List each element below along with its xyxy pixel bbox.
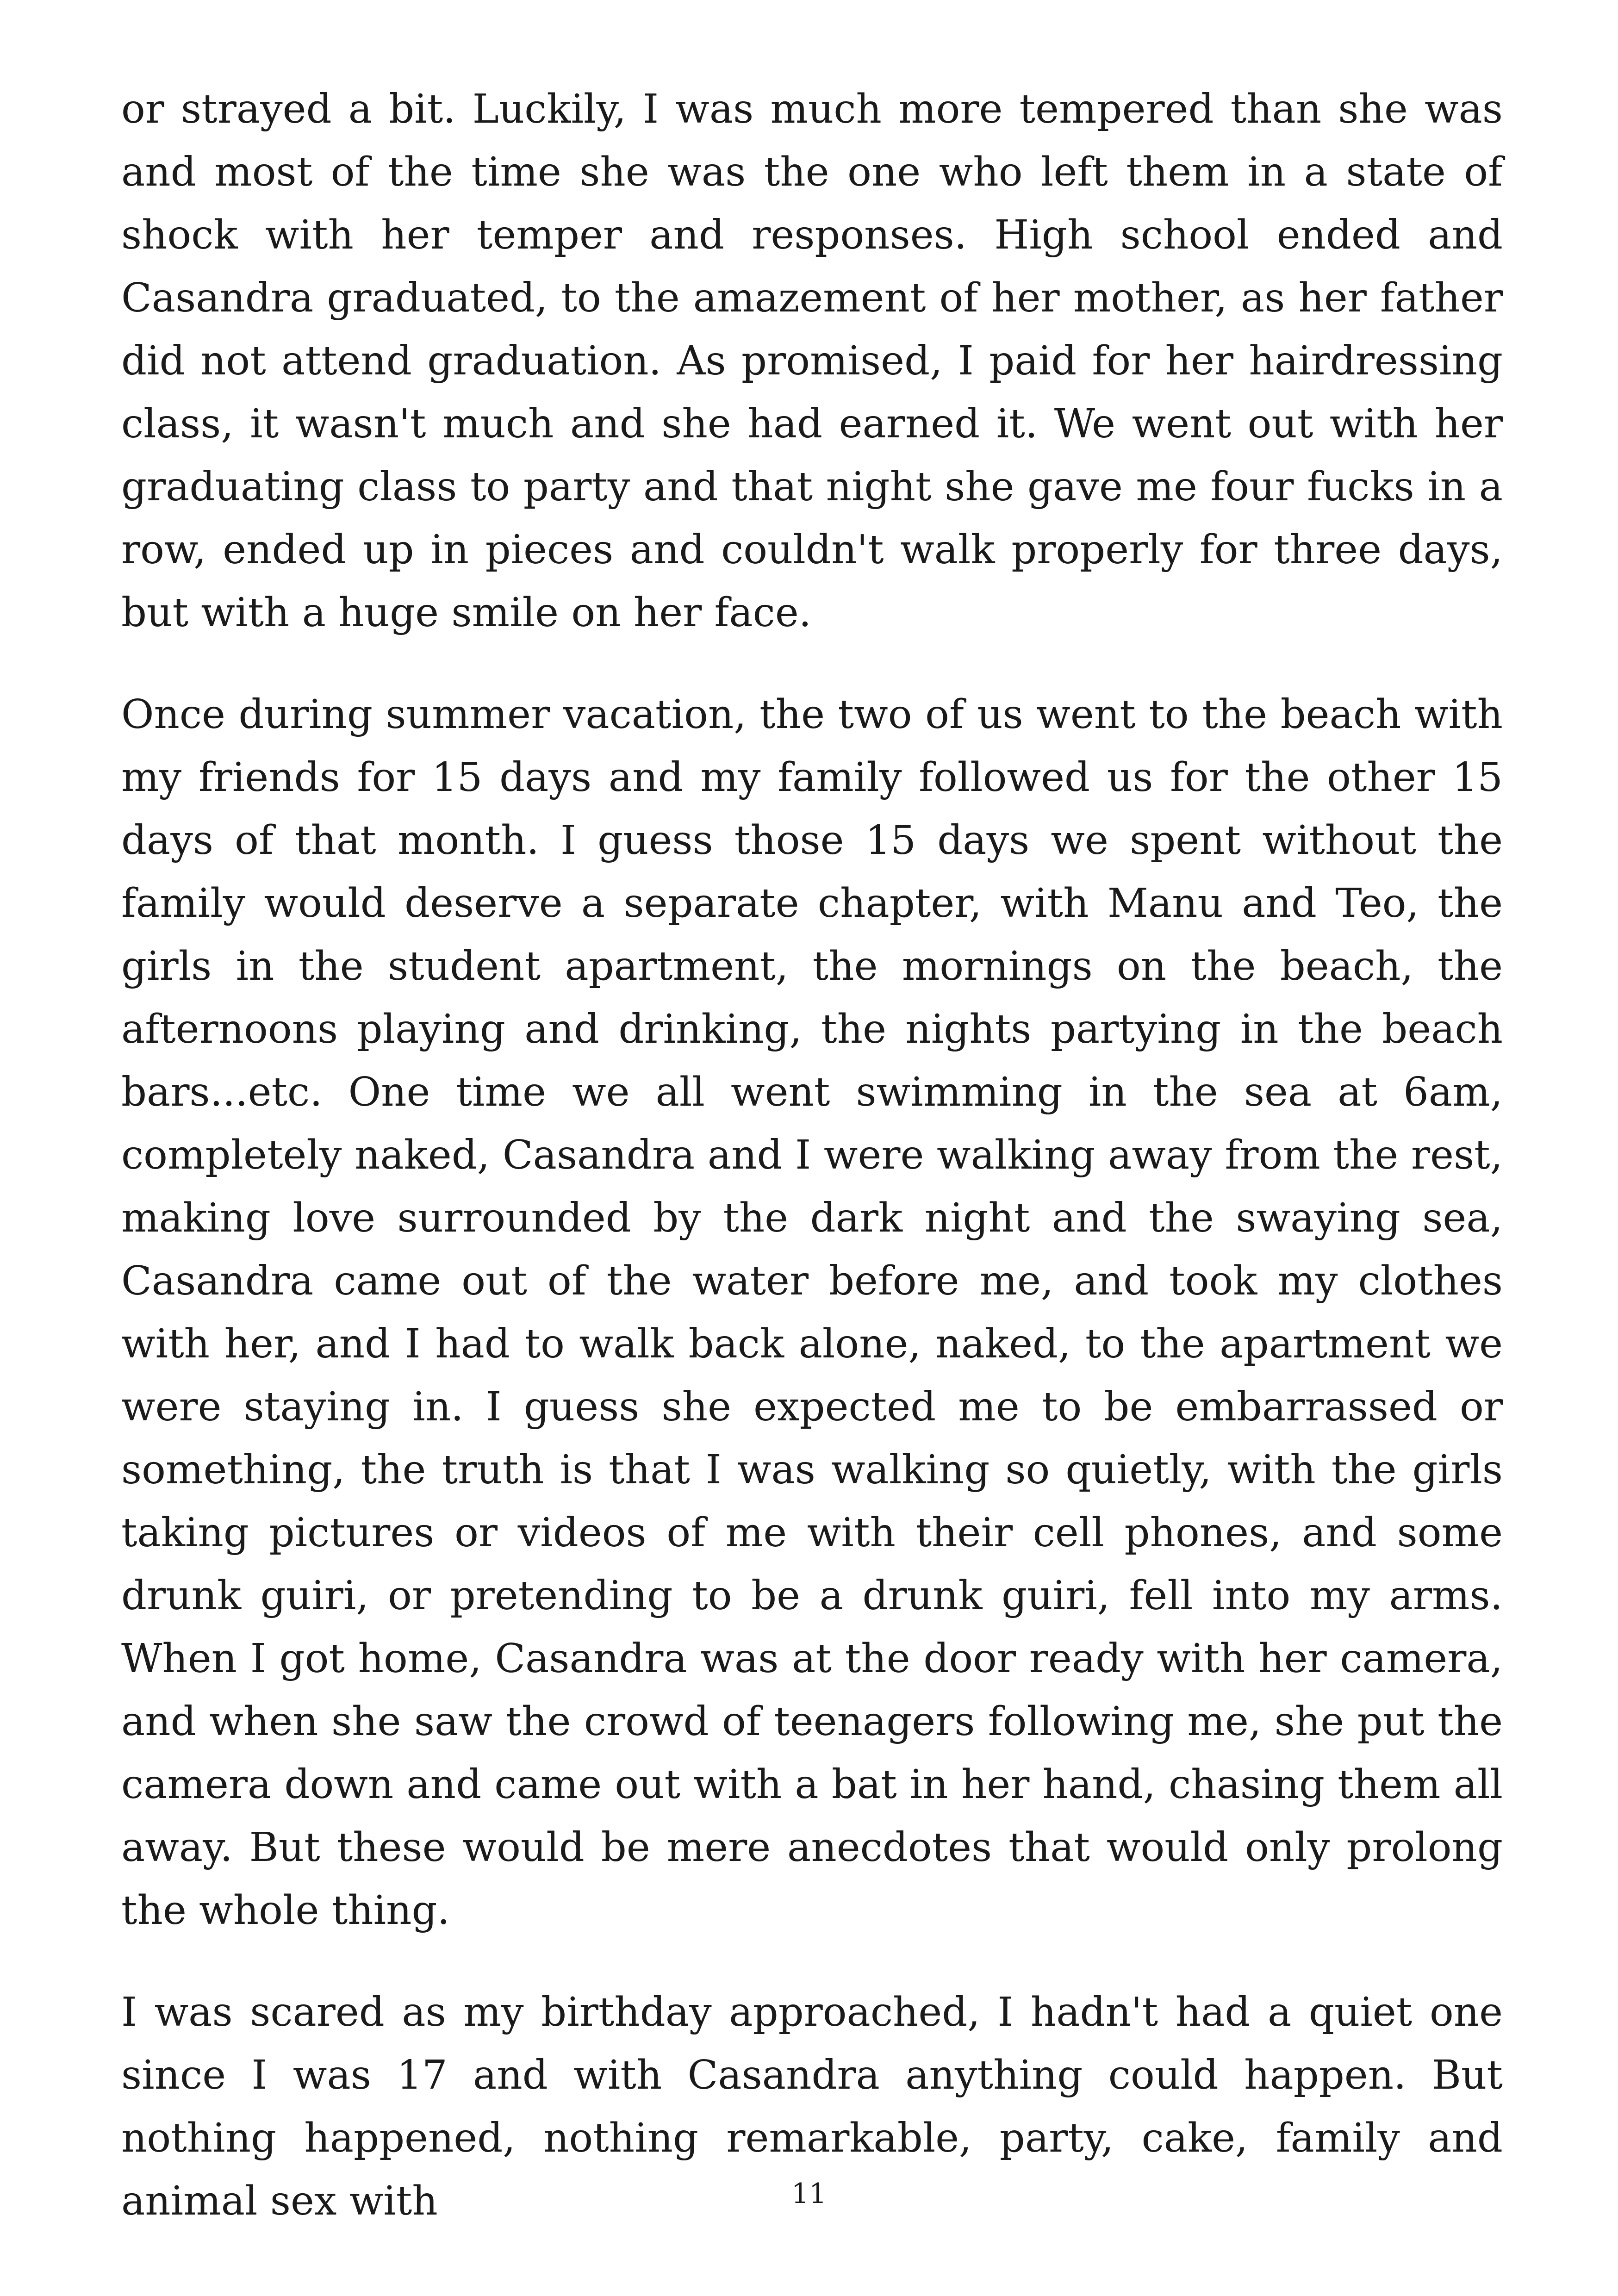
body-text	[121, 78, 1503, 2233]
paragraph: or strayed a bit. Luckily, I was much more tempered than she was and most of the time she was the one who left them in a state of shock with her temper and responses. High school ended and Casandra graduated, to the amazement of her mother, as her father did not attend graduation. As promised, I paid for her hairdressing class, it wasn't much and she had earned it. We went out with her graduating class to party and that night she gave me four fucks in a row, ended up in pieces and couldn't walk properly for three days, but with a huge smile on her face.	[121, 86, 1503, 636]
paragraph: I was scared as my birthday approached, I hadn't had a quiet one since I was 17 and with Casandra anything could happen. But nothing happened, nothing remarkable, party, cake, family and animal sex with	[121, 1989, 1503, 2224]
paragraph: Once during summer vacation, the two of us went to the beach with my friends for 15 days and my family followed us for the other 15 days of that month. I guess those 15 days we spent without the family would deserve a separate chapter, with Manu and Teo, the girls in the student apartment, the mornings on the beach, the afternoons playing and drinking, the nights partying in the beach bars...etc. One time we all went swimming in the sea at 6am, completely naked, Casandra and I were walking away from the rest, making love surrounded by the dark night and the swaying sea, Casandra came out of the water before me, and took my clothes with her, and I had to walk back alone, naked, to the apartment we were staying in. I guess she expected me to be embarrassed or something, the truth is that I was walking so quietly, with the girls taking pictures or videos of me with their cell phones, and some drunk guiri, or pretending to be a drunk guiri, fell into my arms. When I got home, Casandra was at the door ready with her camera, and when she saw the crowd of teenagers following me, she put the camera down and came out with a bat in her hand, chasing them all away. But these would be mere anecdotes that would only prolong the whole thing.	[121, 691, 1503, 1934]
page-number: 11	[791, 2178, 827, 2210]
